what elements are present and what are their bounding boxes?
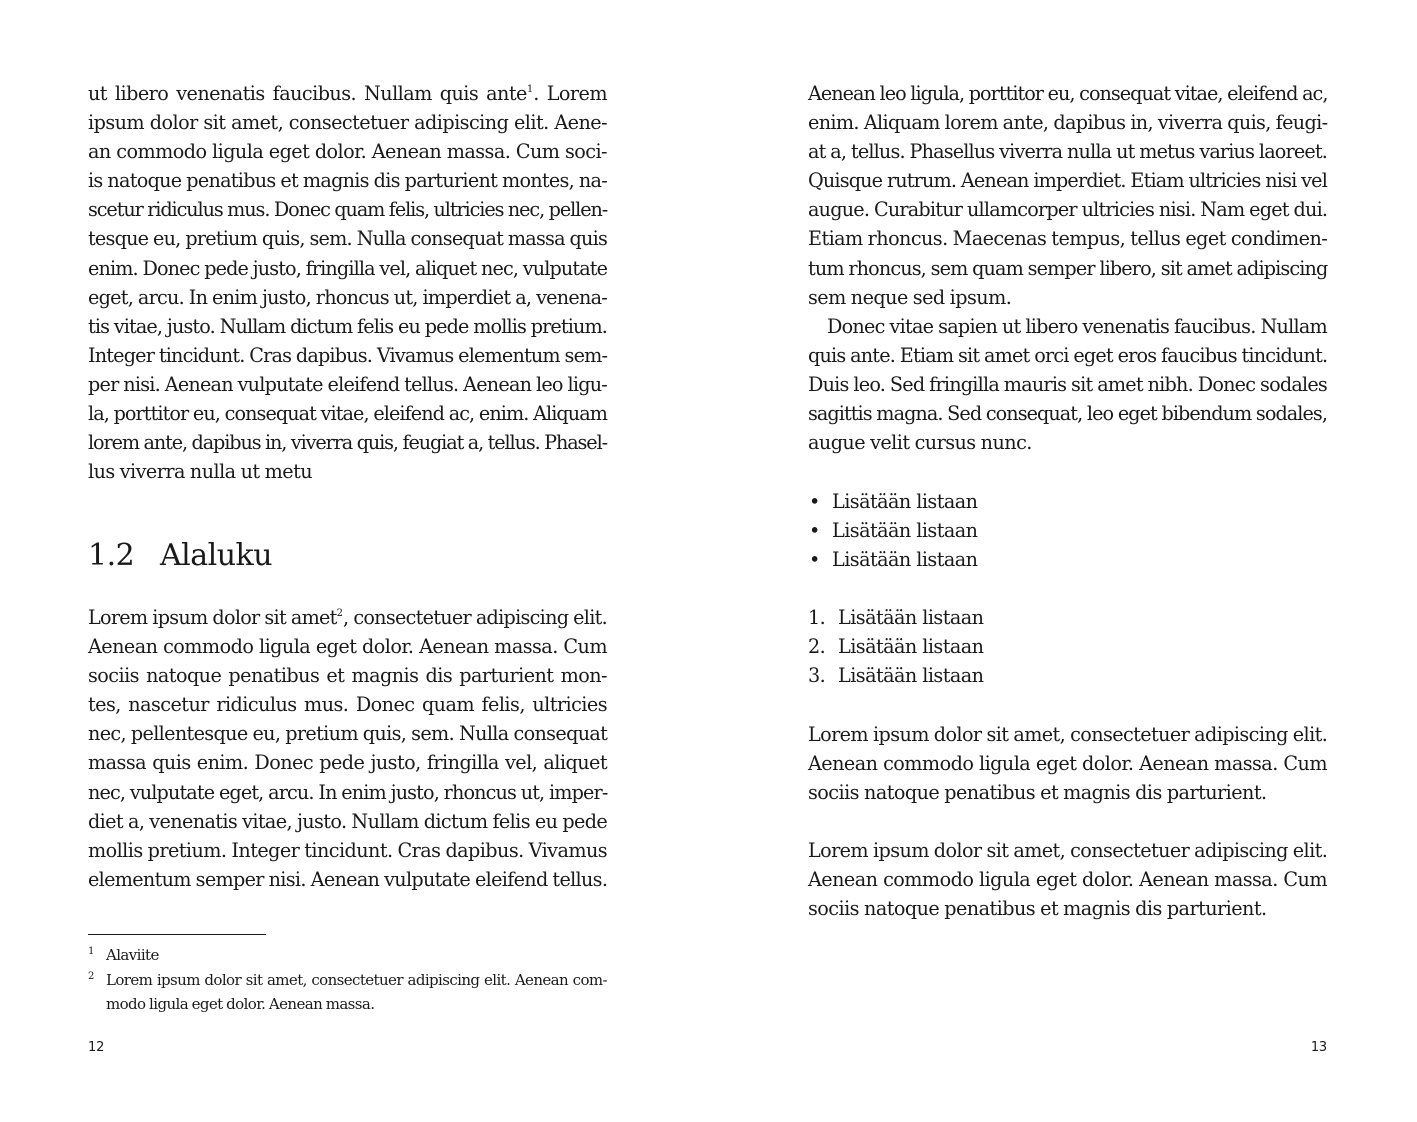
text-line: Lorem ipsum dolor sit amet, consectetuer adipiscing elit. bbox=[808, 839, 1328, 862]
footnote-mark: 1 bbox=[88, 946, 95, 957]
text-line: sociis natoque penatibus et magnis dis parturient mon- bbox=[88, 664, 607, 688]
text-line: sociis natoque penatibus et magnis dis parturient. bbox=[808, 897, 1267, 921]
page-number: 13 bbox=[1310, 1040, 1327, 1055]
text-line bbox=[88, 79, 607, 108]
list-item bbox=[808, 487, 977, 516]
section-number: 1.2 bbox=[88, 538, 135, 573]
text-line: mollis pretium. Integer tincidunt. Cras dapibus. Vivamus bbox=[88, 838, 608, 862]
text-line: eget, arcu. In enim justo, rhoncus ut, imperdiet a, venena- bbox=[88, 285, 607, 309]
text-line: sem neque sed ipsum. bbox=[808, 285, 1012, 309]
text-line: per nisi. Aenean vulputate eleifend tellus. Aenean leo ligu- bbox=[88, 372, 607, 396]
text-line: la, porttitor eu, consequat vitae, eleifend ac, enim. Aliquam bbox=[88, 402, 607, 426]
page-number: 12 bbox=[88, 1040, 105, 1055]
text-line: Duis leo. Sed fringilla mauris sit amet nibh. Donec sodales bbox=[808, 372, 1327, 396]
text-line: massa quis enim. Donec pede justo, fringilla vel, aliquet bbox=[88, 751, 607, 775]
text-line: scetur ridiculus mus. Donec quam felis, ultricies nec, pellen- bbox=[88, 198, 608, 222]
list-item bbox=[808, 545, 977, 574]
text-line: tis vitae, justo. Nullam dictum felis eu pede mollis pretium. bbox=[88, 314, 607, 338]
text-line: Lorem ipsum dolor sit amet, consectetuer adipiscing elit. bbox=[808, 723, 1328, 746]
bullet-icon: • bbox=[809, 548, 820, 572]
text-line: tesque eu, pretium quis, sem. Nulla consequat massa quis bbox=[88, 227, 608, 251]
text-line: Aenean leo ligula, porttitor eu, consequat vitae, eleifend ac, bbox=[808, 82, 1328, 105]
body-paragraph bbox=[808, 312, 1327, 457]
list-number: 2. bbox=[808, 635, 826, 659]
text-line: Quisque rutrum. Aenean imperdiet. Etiam ultricies nisi vel bbox=[808, 169, 1327, 193]
text-line: tes, nascetur ridiculus mus. Donec quam felis, ultricies bbox=[88, 693, 607, 717]
text-line: an commodo ligula eget dolor. Aenean massa. Cum soci- bbox=[88, 140, 607, 164]
body-paragraph bbox=[808, 79, 1327, 312]
body-paragraph bbox=[808, 836, 1327, 923]
list-item bbox=[808, 632, 983, 661]
footnote-mark: 2 bbox=[88, 970, 95, 982]
text-line: tum rhoncus, sem quam semper libero, sit amet adipiscing bbox=[808, 256, 1328, 280]
text-line: sagittis magna. Sed consequat, leo eget bibendum sodales, bbox=[808, 402, 1327, 426]
text-line: quis ante. Etiam sit amet orci eget eros faucibus tincidunt. bbox=[808, 343, 1328, 367]
footnote-text: Lorem ipsum dolor sit amet, consectetuer adipiscing elit. Aenean com- bbox=[106, 970, 607, 989]
footnote-ref-1[interactable]: 1 bbox=[526, 84, 534, 95]
footnotes bbox=[88, 943, 607, 1017]
section-title: Alaluku bbox=[160, 538, 273, 573]
right-page bbox=[708, 0, 1417, 1122]
footnote-divider bbox=[88, 934, 266, 935]
numbered-list bbox=[808, 603, 983, 690]
list-item-text: Lisätään listaan bbox=[832, 519, 978, 543]
list-item bbox=[808, 516, 977, 545]
text-line: enim. Donec pede justo, fringilla vel, aliquet nec, vulputate bbox=[88, 256, 608, 280]
footnote-1 bbox=[88, 943, 607, 968]
text-line: augue velit cursus nunc. bbox=[808, 431, 1032, 455]
text-line bbox=[88, 603, 607, 632]
text-run: , consectetuer adipiscing elit. bbox=[343, 606, 607, 629]
body-paragraph bbox=[88, 79, 607, 486]
footnote-text: modo ligula eget dolor. Aenean massa. bbox=[106, 995, 375, 1013]
text-line: sociis natoque penatibus et magnis dis parturient. bbox=[808, 781, 1267, 805]
text-line: Aenean commodo ligula eget dolor. Aenean massa. Cum bbox=[88, 635, 607, 659]
bullet-icon: • bbox=[809, 519, 820, 543]
footnote-ref-2[interactable]: 2 bbox=[336, 608, 344, 619]
text-line: augue. Curabitur ullamcorper ultricies nisi. Nam eget dui. bbox=[808, 198, 1328, 222]
list-number: 3. bbox=[808, 664, 826, 688]
body-paragraph bbox=[88, 603, 607, 894]
list-item-text: Lisätään listaan bbox=[838, 635, 984, 659]
text-run: Lorem ipsum dolor sit amet bbox=[88, 606, 337, 629]
text-line: at a, tellus. Phasellus viverra nulla ut metus varius laoreet. bbox=[808, 140, 1327, 164]
text-line: nec, vulputate eget, arcu. In enim justo, rhoncus ut, imper- bbox=[88, 780, 608, 804]
text-line: lus viverra nulla ut metu bbox=[88, 460, 313, 484]
list-item-text: Lisätään listaan bbox=[832, 490, 978, 513]
list-item bbox=[808, 603, 983, 632]
text-line: Aenean commodo ligula eget dolor. Aenean massa. Cum bbox=[808, 752, 1327, 776]
text-line: lorem ante, dapibus in, viverra quis, feugiat a, tellus. Phasel- bbox=[88, 431, 607, 455]
bullet-icon: • bbox=[809, 490, 820, 513]
text-line: ipsum dolor sit amet, consectetuer adipiscing elit. Aene- bbox=[88, 111, 607, 135]
bullet-list bbox=[808, 487, 977, 574]
body-paragraph bbox=[808, 720, 1327, 807]
text-line: diet a, venenatis vitae, justo. Nullam dictum felis eu pede bbox=[88, 809, 608, 833]
footnote-2 bbox=[88, 968, 607, 1017]
text-line: enim. Aliquam lorem ante, dapibus in, viverra quis, feugi- bbox=[808, 111, 1328, 135]
text-run: ut libero venenatis faucibus. Nullam quis ante bbox=[88, 82, 527, 105]
text-line: Donec vitae sapien ut libero venenatis faucibus. Nullam bbox=[827, 314, 1327, 338]
text-line: Aenean commodo ligula eget dolor. Aenean massa. Cum bbox=[808, 868, 1327, 892]
text-line: Etiam rhoncus. Maecenas tempus, tellus eget condimen- bbox=[808, 227, 1328, 251]
text-line: elementum semper nisi. Aenean vulputate eleifend tellus. bbox=[88, 867, 608, 891]
text-run: . Lorem bbox=[533, 82, 607, 105]
left-page bbox=[0, 0, 708, 1122]
section-heading bbox=[88, 534, 272, 578]
list-number: 1. bbox=[808, 606, 826, 629]
list-item-text: Lisätään listaan bbox=[838, 664, 984, 688]
list-item bbox=[808, 661, 983, 690]
body-text bbox=[808, 79, 1327, 457]
list-item-text: Lisätään listaan bbox=[832, 548, 978, 572]
text-line: Integer tincidunt. Cras dapibus. Vivamus elementum sem- bbox=[88, 343, 608, 367]
footnote-text: Alaviite bbox=[106, 946, 159, 964]
list-item-text: Lisätään listaan bbox=[838, 606, 984, 629]
text-line: is natoque penatibus et magnis dis parturient montes, na- bbox=[88, 169, 607, 193]
text-line: nec, pellentesque eu, pretium quis, sem. Nulla consequat bbox=[88, 722, 608, 746]
